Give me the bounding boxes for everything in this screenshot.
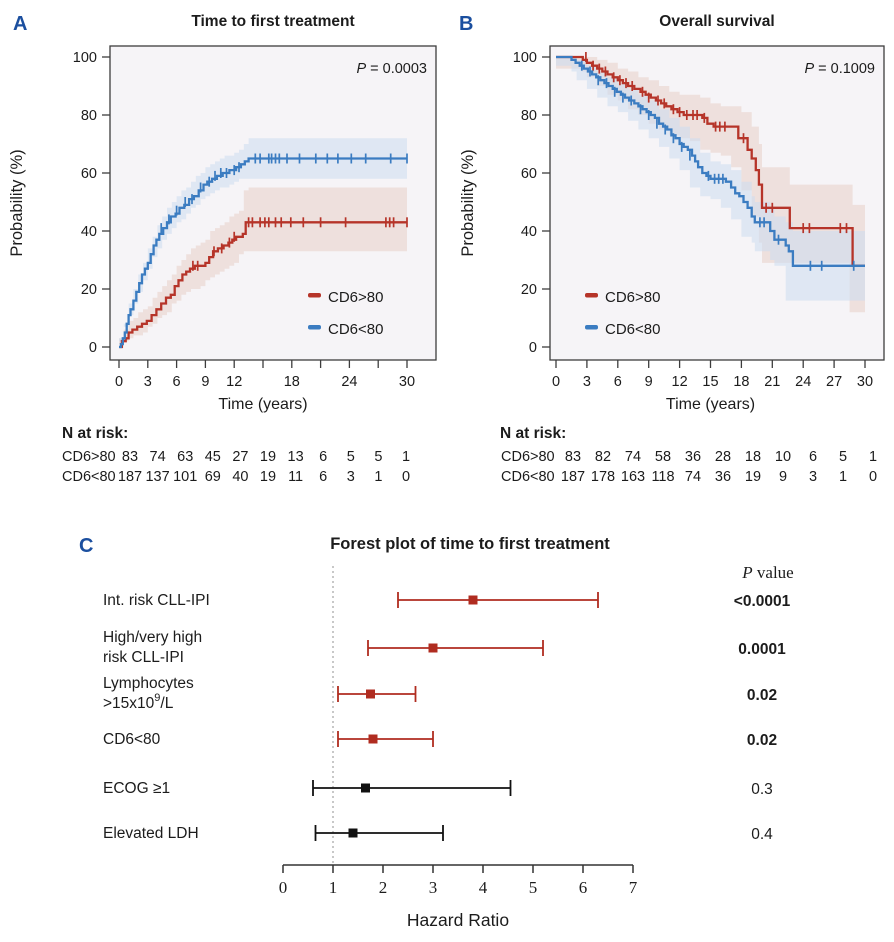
risk-value: 63 <box>177 449 194 465</box>
x-axis-label: Hazard Ratio <box>406 910 510 930</box>
risk-value: 6 <box>319 449 328 465</box>
p-value: P = 0.1009 <box>804 61 875 77</box>
risk-value: 178 <box>590 469 616 485</box>
risk-value: 19 <box>744 469 762 485</box>
x-tick-label: 0 <box>278 878 288 897</box>
legend-marker <box>308 325 321 330</box>
x-tick-label: 30 <box>398 374 416 390</box>
risk-value: 6 <box>808 449 818 465</box>
forest-row <box>103 825 773 843</box>
legend-label: CD6<80 <box>328 321 384 338</box>
y-axis-label: Probability (%) <box>459 149 477 257</box>
hr-marker <box>349 829 358 838</box>
x-tick-label: 7 <box>628 878 638 897</box>
risk-value: 1 <box>868 449 878 465</box>
forest-row <box>103 731 777 749</box>
superscript: 9 <box>154 692 161 704</box>
x-axis-label: Time (years) <box>665 396 756 413</box>
x-tick-label: 18 <box>283 374 300 390</box>
hr-marker <box>429 644 438 653</box>
p-value: 0.4 <box>751 826 773 843</box>
risk-row-label: CD6<80 <box>501 469 555 485</box>
y-tick-label: 100 <box>512 50 537 66</box>
p-value: 0.0001 <box>738 641 786 658</box>
y-tick-label: 40 <box>80 224 97 240</box>
risk-value: 74 <box>149 449 166 465</box>
x-tick-label: 2 <box>378 878 388 897</box>
legend-marker <box>585 325 598 330</box>
x-tick-label: 15 <box>702 374 719 390</box>
risk-value: 13 <box>287 449 304 465</box>
legend-label: CD6>80 <box>605 289 661 306</box>
x-tick-label: 24 <box>795 374 812 390</box>
x-tick-label: 1 <box>328 878 338 897</box>
risk-value: 11 <box>288 469 304 485</box>
x-tick-label: 3 <box>428 878 438 897</box>
risk-value: 5 <box>374 449 383 465</box>
risk-value: 74 <box>624 449 642 465</box>
risk-value: 58 <box>654 449 672 465</box>
hr-marker <box>366 690 375 699</box>
forest-row-label: Int. risk CLL-IPI <box>103 592 210 609</box>
risk-value: 1 <box>838 469 848 485</box>
p-value: 0.02 <box>746 732 778 749</box>
hr-marker <box>361 784 370 793</box>
x-tick-label: 0 <box>114 374 124 390</box>
risk-value: 118 <box>651 469 675 485</box>
risk-value: 40 <box>232 469 249 485</box>
forest-row <box>103 675 777 712</box>
forest-row-label: Elevated LDH <box>103 825 199 842</box>
forest-row <box>103 629 786 666</box>
y-tick-label: 0 <box>88 340 97 356</box>
forest-row-label: CD6<80 <box>103 731 161 748</box>
forest-row-label: risk CLL-IPI <box>103 649 184 666</box>
risk-value: 101 <box>173 469 198 485</box>
x-tick-label: 6 <box>172 374 181 390</box>
risk-value: 6 <box>319 469 328 485</box>
x-tick-label: 3 <box>143 374 152 390</box>
x-tick-label: 12 <box>671 374 688 390</box>
hr-marker <box>369 735 378 744</box>
forest-row <box>103 592 791 610</box>
risk-value: 18 <box>744 449 762 465</box>
risk-value: 10 <box>774 449 792 465</box>
forest-row-label: ECOG ≥1 <box>103 780 171 797</box>
risk-value: 28 <box>714 449 732 465</box>
y-tick-label: 60 <box>80 166 97 182</box>
risk-value: 36 <box>684 449 702 465</box>
risk-value: 187 <box>117 469 143 485</box>
x-tick-label: 5 <box>528 878 538 897</box>
x-tick-label: 0 <box>551 374 561 390</box>
x-tick-label: 4 <box>478 878 488 897</box>
panel-a-label: A <box>13 13 28 35</box>
y-tick-label: 60 <box>520 166 537 182</box>
panel-b-label: B <box>459 13 474 35</box>
legend-label: CD6>80 <box>328 289 384 306</box>
chart-title: Forest plot of time to first treatment <box>330 535 610 553</box>
x-tick-label: 3 <box>582 374 591 390</box>
risk-value: 83 <box>121 449 139 465</box>
risk-value: 5 <box>838 449 848 465</box>
risk-value: 5 <box>346 449 355 465</box>
risk-value: 3 <box>808 469 818 485</box>
risk-value: 45 <box>204 449 221 465</box>
risk-value: 163 <box>620 469 646 485</box>
forest-plot-chart <box>0 512 894 942</box>
risk-value: 82 <box>594 449 612 465</box>
legend-marker <box>308 293 321 298</box>
forest-row-label: High/very high <box>103 629 203 646</box>
y-tick-label: 100 <box>72 50 97 66</box>
km-chart-time-to-first-treatment <box>0 0 447 500</box>
risk-value: 83 <box>564 449 582 465</box>
x-tick-label: 18 <box>733 374 750 390</box>
risk-row-label: CD6>80 <box>62 449 116 465</box>
risk-value: 74 <box>684 469 702 485</box>
y-axis-label: Probability (%) <box>8 149 26 257</box>
p-value: 0.3 <box>751 781 773 798</box>
p-value-column-header: P value <box>742 563 794 582</box>
x-tick-label: 12 <box>226 374 243 390</box>
risk-value: 0 <box>401 469 411 485</box>
risk-value: 36 <box>714 469 732 485</box>
risk-value: 1 <box>374 469 383 485</box>
legend-label: CD6<80 <box>605 321 661 338</box>
risk-value: 1 <box>401 449 411 465</box>
x-tick-label: 24 <box>341 374 358 390</box>
x-tick-label: 21 <box>764 374 781 390</box>
x-tick-label: 9 <box>644 374 653 390</box>
x-axis-label: Time (years) <box>218 396 308 413</box>
p-value: P = 0.0003 <box>356 61 427 77</box>
risk-value: 27 <box>232 449 249 465</box>
x-tick-label: 6 <box>613 374 622 390</box>
risk-value: 19 <box>259 469 277 485</box>
forest-row-label: $>15x10^9/L$ <box>103 692 174 712</box>
panel-c-label: C <box>79 535 94 557</box>
risk-value: 69 <box>204 469 221 485</box>
forest-row <box>103 780 773 798</box>
risk-row-label: CD6>80 <box>501 449 555 465</box>
p-value: 0.02 <box>746 687 778 704</box>
y-tick-label: 80 <box>80 108 97 124</box>
risk-row-label: CD6<80 <box>62 469 116 485</box>
risk-table-header: N at risk: <box>62 425 129 442</box>
y-tick-label: 20 <box>80 282 97 298</box>
risk-table-header: N at risk: <box>500 425 567 442</box>
km-chart-overall-survival <box>447 0 894 500</box>
x-tick-label: 30 <box>856 374 874 390</box>
chart-title: Time to first treatment <box>191 13 355 30</box>
forest-row-label: Lymphocytes <box>103 675 194 692</box>
x-tick-label: 6 <box>578 878 588 897</box>
risk-value: 3 <box>346 469 355 485</box>
chart-title: Overall survival <box>659 13 775 30</box>
x-tick-label: 9 <box>201 374 210 390</box>
y-tick-label: 80 <box>520 108 537 124</box>
hr-marker <box>469 596 478 605</box>
x-tick-label: 27 <box>826 374 843 390</box>
y-tick-label: 40 <box>520 224 537 240</box>
p-value: <0.0001 <box>733 593 791 610</box>
y-tick-label: 0 <box>528 340 537 356</box>
risk-value: 137 <box>145 469 170 485</box>
risk-value: 0 <box>868 469 878 485</box>
y-tick-label: 20 <box>520 282 537 298</box>
risk-value: 187 <box>560 469 586 485</box>
risk-value: 19 <box>259 449 277 465</box>
legend-marker <box>585 293 598 298</box>
risk-value: 9 <box>778 469 788 485</box>
